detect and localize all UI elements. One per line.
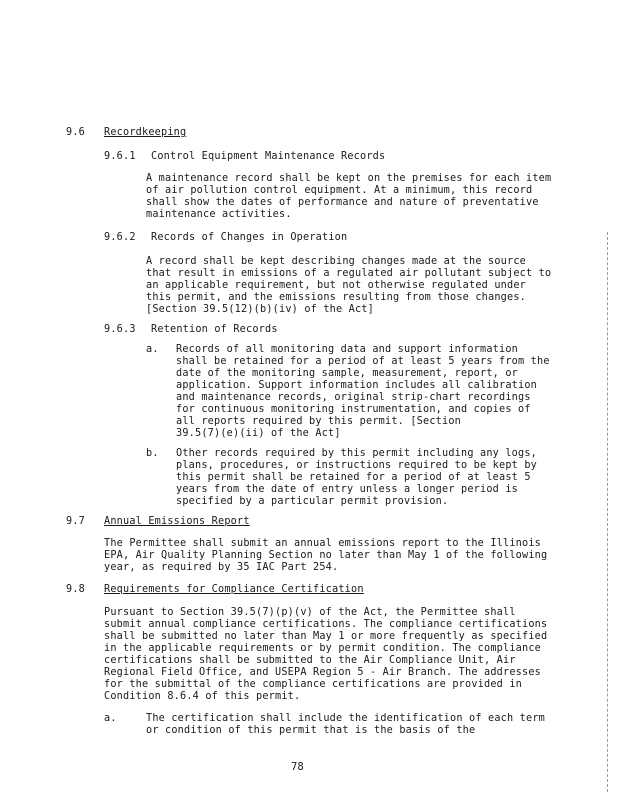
list-item-line: this permit shall be retained for a period of at least 5	[176, 472, 531, 483]
paragraph-line: The Permittee shall submit an annual emissions report to the Illinois	[104, 538, 542, 549]
subsection-number: 9.6.2	[104, 232, 136, 243]
paragraph-line: Regional Field Office, and USEPA Region 5 - Air Branch. The addresses	[104, 667, 542, 678]
list-item-line: years from the date of entry unless a longer period is	[176, 484, 519, 495]
paragraph-line: in the applicable requirements or by permit condition. The compliance	[104, 643, 542, 654]
paragraph-line: this permit, and the emissions resulting from those changes.	[146, 292, 527, 303]
list-marker: a.	[104, 713, 117, 724]
list-item-line: for continuous monitoring instrumentation, and copies of	[176, 404, 531, 415]
subsection-heading: Records of Changes in Operation	[151, 232, 348, 243]
scan-edge-line	[607, 232, 609, 792]
paragraph-line: maintenance activities.	[146, 209, 292, 220]
paragraph-line: shall show the dates of performance and nature of preventative	[146, 197, 539, 208]
list-item-line: application. Support information includes all calibration	[176, 380, 538, 391]
list-item-line: shall be retained for a period of at least 5 years from the	[176, 356, 550, 367]
paragraph-line: certifications shall be submitted to the Air Compliance Unit, Air	[104, 655, 516, 666]
list-marker: a.	[146, 344, 159, 355]
subsection-heading: Control Equipment Maintenance Records	[151, 151, 386, 162]
paragraph-line: year, as required by 35 IAC Part 254.	[104, 562, 339, 573]
page-number: 78	[291, 761, 304, 773]
paragraph-line: submit annual compliance certifications. The compliance certifications	[104, 619, 548, 630]
section-heading: Requirements for Compliance Certification	[104, 584, 364, 595]
subsection-number: 9.6.3	[104, 324, 136, 335]
paragraph-line: shall be submitted no later than May 1 or more frequently as specified	[104, 631, 548, 642]
paragraph-line: A maintenance record shall be kept on the premises for each item	[146, 173, 552, 184]
paragraph-line: of air pollution control equipment. At a minimum, this record	[146, 185, 533, 196]
paragraph-line: A record shall be kept describing changes made at the source	[146, 256, 527, 267]
list-marker: b.	[146, 448, 159, 459]
paragraph-line: Pursuant to Section 39.5(7)(p)(v) of the Act, the Permittee shall	[104, 607, 516, 618]
section-number: 9.7	[66, 516, 86, 527]
paragraph-line: that result in emissions of a regulated air pollutant subject to	[146, 268, 552, 279]
paragraph-line: Condition 8.6.4 of this permit.	[104, 691, 301, 702]
list-item-line: 39.5(7)(e)(ii) of the Act]	[176, 428, 341, 439]
paragraph-line: an applicable requirement, but not otherwise regulated under	[146, 280, 527, 291]
section-number: 9.8	[66, 584, 86, 595]
list-item-line: all reports required by this permit. [Section	[176, 416, 462, 427]
subsection-heading: Retention of Records	[151, 324, 278, 335]
section-number: 9.6	[66, 127, 86, 138]
paragraph-line: for the submittal of the compliance certifications are provided in	[104, 679, 523, 690]
list-item-line: specified by a particular permit provision.	[176, 496, 449, 507]
list-item-line: date of the monitoring sample, measurement, report, or	[176, 368, 519, 379]
paragraph-line: [Section 39.5(12)(b)(iv) of the Act]	[146, 304, 375, 315]
section-heading: Recordkeeping	[104, 127, 187, 138]
list-item-line: Other records required by this permit including any logs,	[176, 448, 538, 459]
list-item-line: The certification shall include the identification of each term	[146, 713, 546, 724]
subsection-number: 9.6.1	[104, 151, 136, 162]
paragraph-line: EPA, Air Quality Planning Section no later than May 1 of the following	[104, 550, 548, 561]
list-item-line: Records of all monitoring data and support information	[176, 344, 519, 355]
list-item-line: and maintenance records, original strip-chart recordings	[176, 392, 531, 403]
list-item-line: plans, procedures, or instructions required to be kept by	[176, 460, 538, 471]
list-item-line: or condition of this permit that is the basis of the	[146, 725, 476, 736]
section-heading: Annual Emissions Report	[104, 516, 250, 527]
